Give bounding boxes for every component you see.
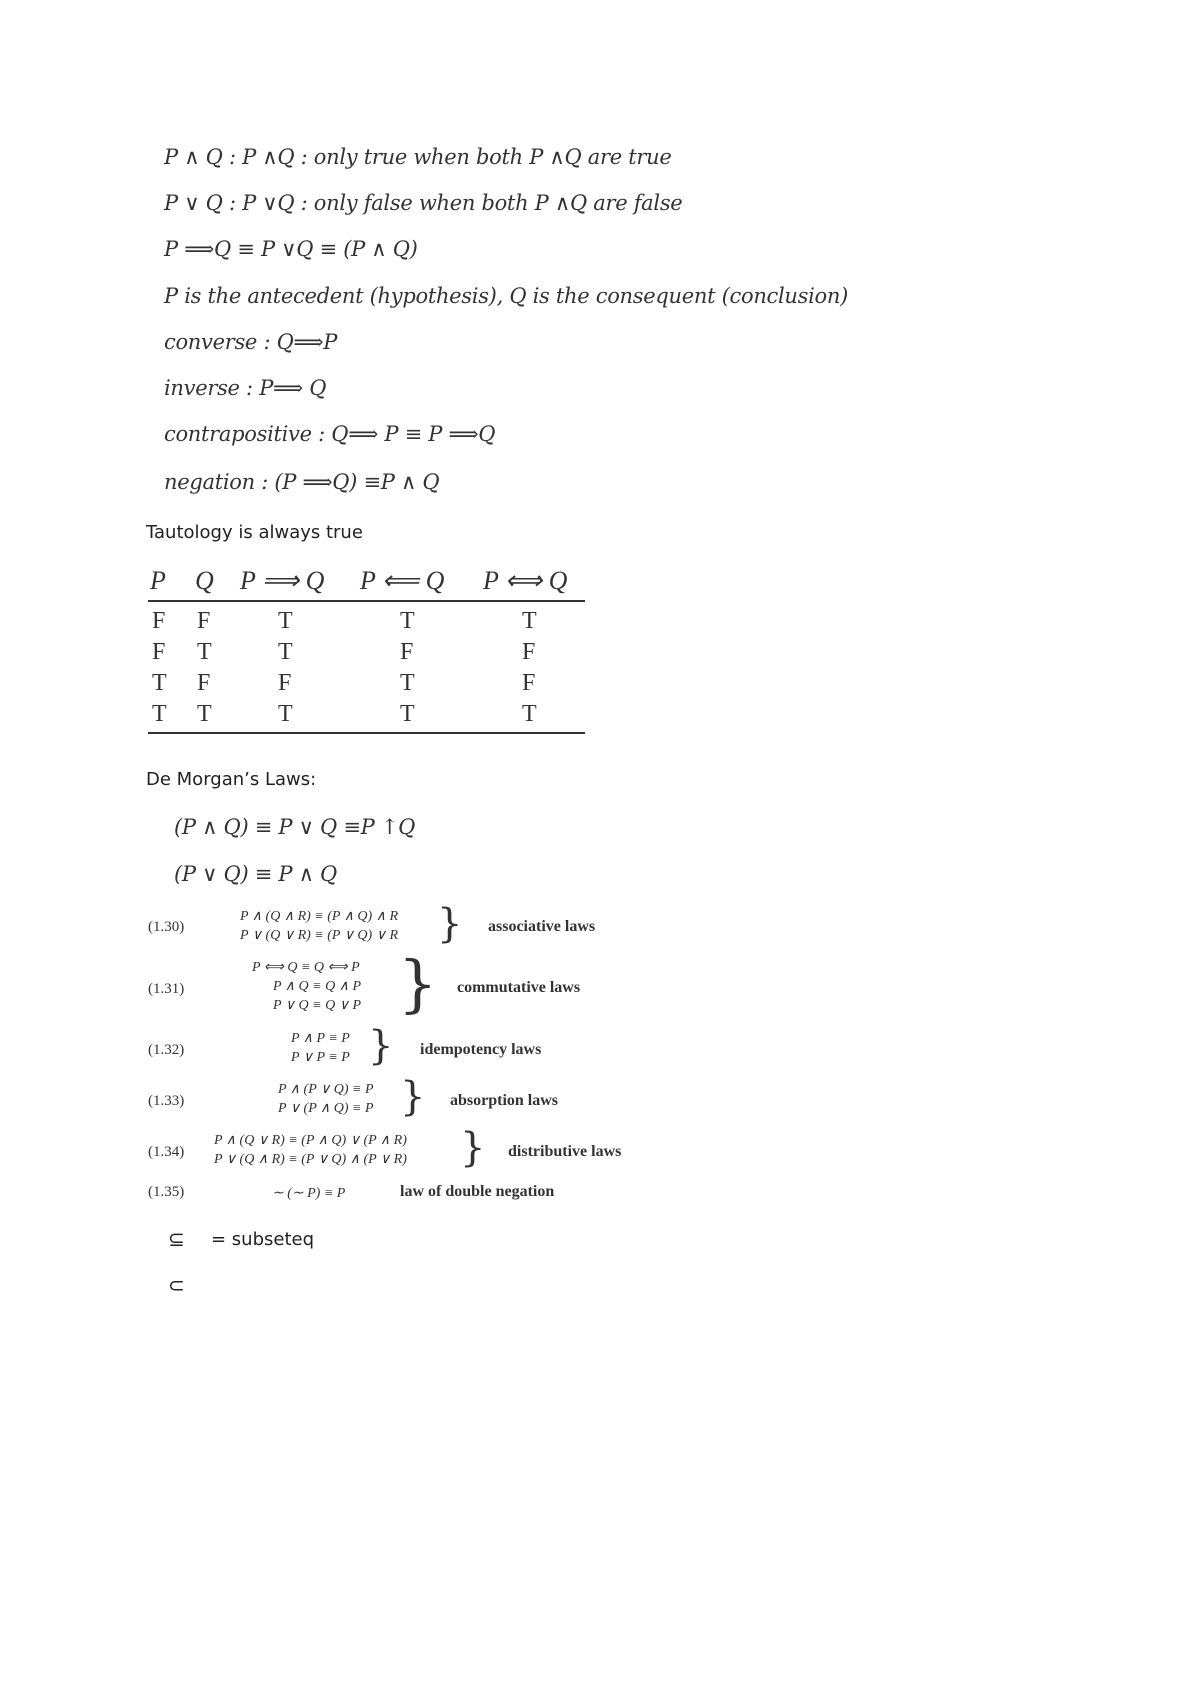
right-brace-icon: } [437, 901, 463, 947]
table-cell: F [522, 670, 536, 696]
table-cell: T [278, 608, 293, 634]
law-line: P ∨ Q ≡ Q ∨ P [273, 998, 362, 1013]
law-line: P ∧ (Q ∧ R) ≡ (P ∧ Q) ∧ R [240, 909, 399, 924]
table-cell: T [278, 701, 293, 727]
demorgan-title: De Morgan’s Laws: [146, 769, 317, 790]
law-name-absorption: absorption laws [450, 1092, 559, 1109]
equation-number: (1.32) [148, 1042, 185, 1058]
table-cell: T [400, 670, 415, 696]
right-brace-icon: } [398, 947, 438, 1020]
equation-number: (1.30) [148, 919, 185, 935]
law-line: P ∨ (P ∧ Q) ≡ P [278, 1101, 374, 1116]
table-header-q: Q [195, 566, 214, 595]
table-cell: T [278, 639, 293, 665]
table-cell: T [152, 670, 167, 696]
law-line: ∼ (∼ P) ≡ P [272, 1186, 346, 1201]
demorgan-law-2: (P ∨ Q) ≡ P ∧ Q [174, 862, 337, 886]
law-line: P ⟺ Q ≡ Q ⟺ P [252, 960, 360, 975]
table-bottom-rule [148, 732, 585, 734]
law-name-commutative: commutative laws [457, 979, 581, 996]
formula-inverse: inverse : P⟹ Q [164, 376, 327, 400]
right-brace-icon: } [368, 1023, 394, 1069]
table-cell: F [400, 639, 414, 665]
law-line: P ∧ (P ∨ Q) ≡ P [278, 1082, 374, 1097]
table-cell: F [278, 670, 292, 696]
subset-symbol: ⊂ [168, 1273, 185, 1297]
law-name-double-negation: law of double negation [400, 1183, 555, 1200]
equation-number: (1.34) [148, 1144, 185, 1160]
table-cell: F [197, 608, 211, 634]
formula-contrapositive: contrapositive : Q⟹ P ≡ P ⟹Q [164, 422, 496, 446]
table-cell: F [152, 608, 166, 634]
table-header-iff: P ⟺ Q [483, 566, 568, 595]
table-header-rule [148, 600, 585, 602]
law-line: P ∧ (Q ∨ R) ≡ (P ∧ Q) ∨ (P ∧ R) [214, 1133, 407, 1148]
law-line: P ∨ P ≡ P [291, 1050, 350, 1065]
equation-number: (1.35) [148, 1184, 185, 1200]
law-line: P ∧ P ≡ P [291, 1031, 350, 1046]
formula-negation: negation : (P ⟹Q) ≡P ∧ Q [164, 470, 440, 494]
table-header-implied-by: P ⟸ Q [360, 566, 445, 595]
law-line: P ∨ (Q ∨ R) ≡ (P ∨ Q) ∨ R [240, 928, 399, 943]
law-line: P ∨ (Q ∧ R) ≡ (P ∨ Q) ∧ (P ∨ R) [214, 1152, 407, 1167]
equation-number: (1.31) [148, 981, 185, 997]
formula-converse: converse : Q⟹P [164, 330, 338, 354]
table-cell: T [400, 608, 415, 634]
right-brace-icon: } [460, 1125, 486, 1171]
table-cell: F [152, 639, 166, 665]
law-name-associative: associative laws [488, 918, 596, 935]
table-cell: T [522, 701, 537, 727]
subseteq-symbol: ⊆ [168, 1227, 185, 1251]
subseteq-text: = subseteq [211, 1229, 315, 1250]
table-cell: F [522, 639, 536, 665]
law-line: P ∧ Q ≡ Q ∧ P [273, 979, 362, 994]
table-cell: T [400, 701, 415, 727]
table-header-implies: P ⟹ Q [240, 566, 325, 595]
table-cell: T [522, 608, 537, 634]
tautology-text: Tautology is always true [146, 522, 363, 543]
law-name-idempotency: idempotency laws [420, 1041, 542, 1058]
right-brace-icon: } [400, 1074, 426, 1120]
table-cell: F [197, 670, 211, 696]
formula-antecedent: P is the antecedent (hypothesis), Q is the consequent (conclusion) [164, 284, 848, 308]
table-header-p: P [150, 566, 166, 595]
equation-number: (1.33) [148, 1093, 185, 1109]
law-name-distributive: distributive laws [508, 1143, 622, 1160]
table-cell: T [197, 639, 212, 665]
demorgan-law-1: (P ∧ Q) ≡ P ∨ Q ≡P ↑Q [174, 815, 416, 839]
formula-implication: P ⟹Q ≡ P ∨Q ≡ (P ∧ Q) [164, 237, 418, 261]
formula-or: P ∨ Q : P ∨Q : only false when both P ∧Q are false [164, 191, 683, 215]
table-cell: T [152, 701, 167, 727]
formula-and: P ∧ Q : P ∧Q : only true when both P ∧Q are true [164, 145, 672, 169]
table-cell: T [197, 701, 212, 727]
